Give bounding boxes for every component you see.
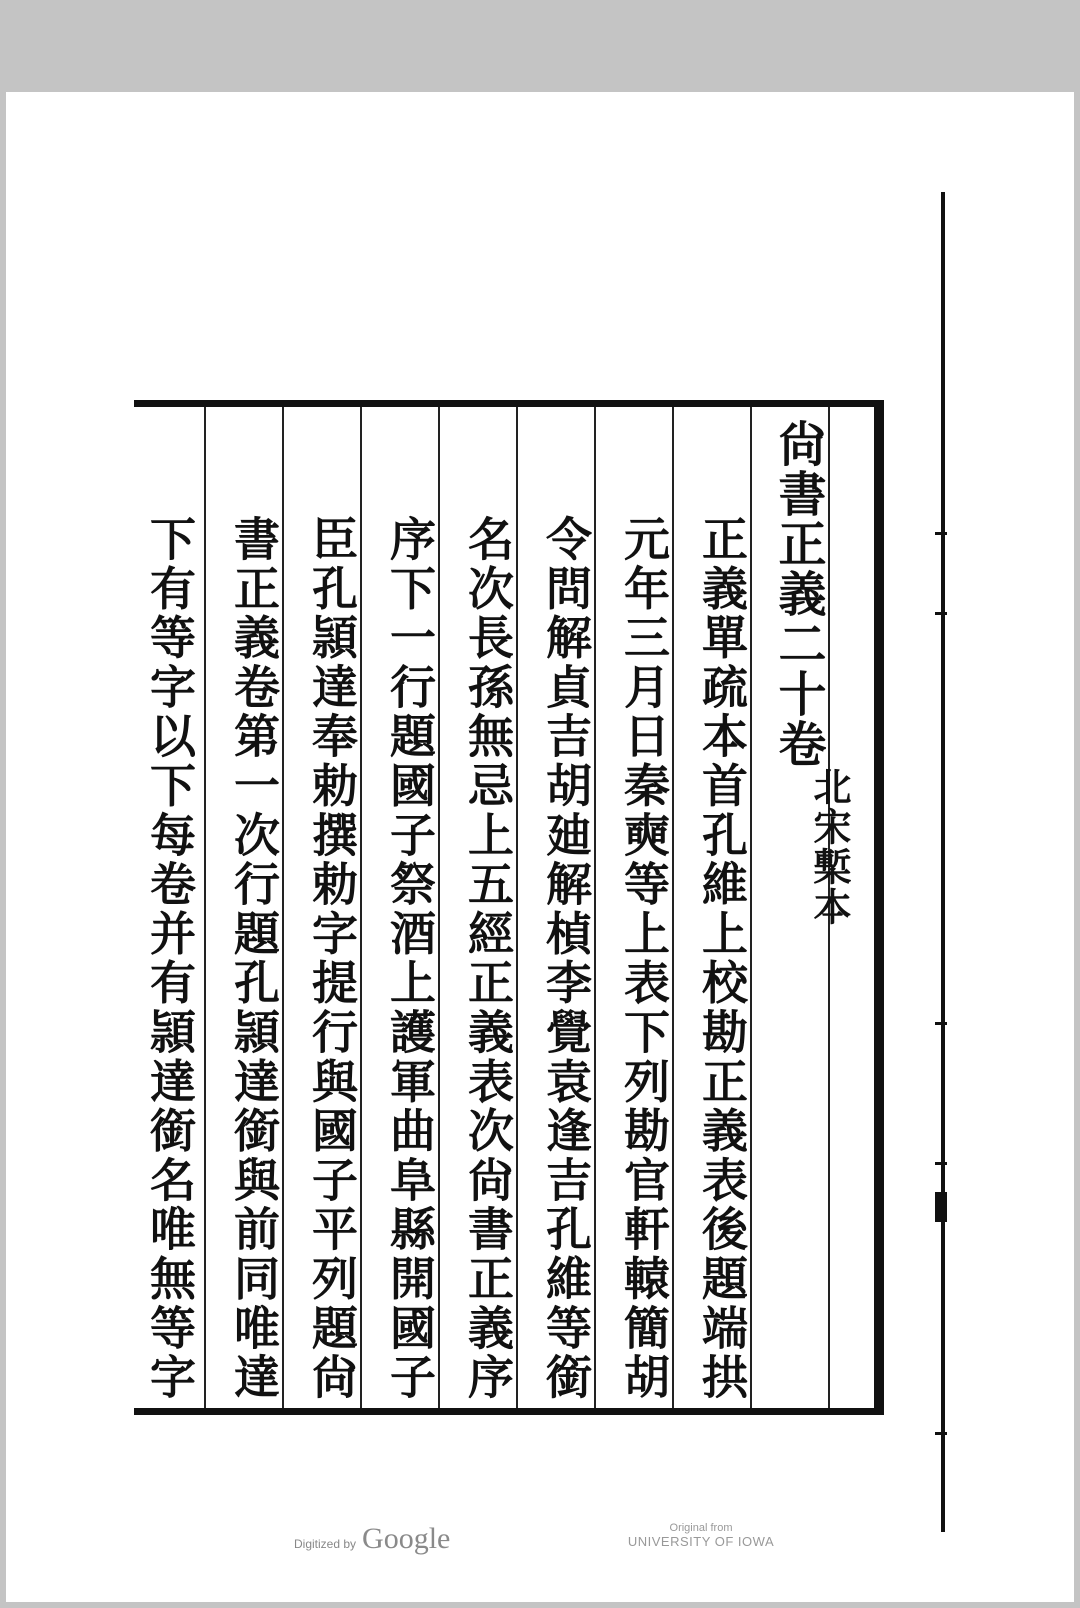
text-column-5: 序下一行題國子祭酒上護軍曲阜縣開國子 <box>383 515 437 1403</box>
text-column-8: 下有等字以下每卷并有頴達銜名唯無等字 <box>143 515 197 1403</box>
text-column-1: 正義單疏本首孔維上校勘正義表後題端拱 <box>695 515 749 1403</box>
column-rule <box>204 407 206 1408</box>
text-column-7: 書正義卷第一次行題孔頴達銜與前同唯達 <box>227 515 281 1403</box>
original-source: UNIVERSITY OF IOWA <box>627 1534 775 1549</box>
text-column-6: 臣孔頴達奉勅撰勅字提行與國子平列題尙 <box>305 515 359 1403</box>
text-column-4: 名次長孫無忌上五經正義表次尙書正義序 <box>461 515 515 1403</box>
google-logo: Google <box>362 1522 451 1555</box>
scanned-page <box>6 92 1074 1602</box>
edition-note: 北宋槧本 <box>807 767 852 927</box>
text-column-2: 元年三月日秦奭等上表下列勘官軒轅簡胡 <box>617 515 671 1403</box>
source-attribution <box>626 1522 776 1549</box>
digitized-by-mark <box>294 1522 450 1556</box>
digitized-label: Digitized by <box>294 1537 357 1551</box>
leaf-edge-line <box>941 192 945 1532</box>
original-label: Original from <box>669 1522 733 1534</box>
text-block-frame <box>134 400 884 1415</box>
book-title: 尙書正義二十卷 <box>770 419 826 769</box>
text-column-3: 令問解貞吉胡廸解楨李覺袁逢吉孔維等銜 <box>539 515 593 1403</box>
